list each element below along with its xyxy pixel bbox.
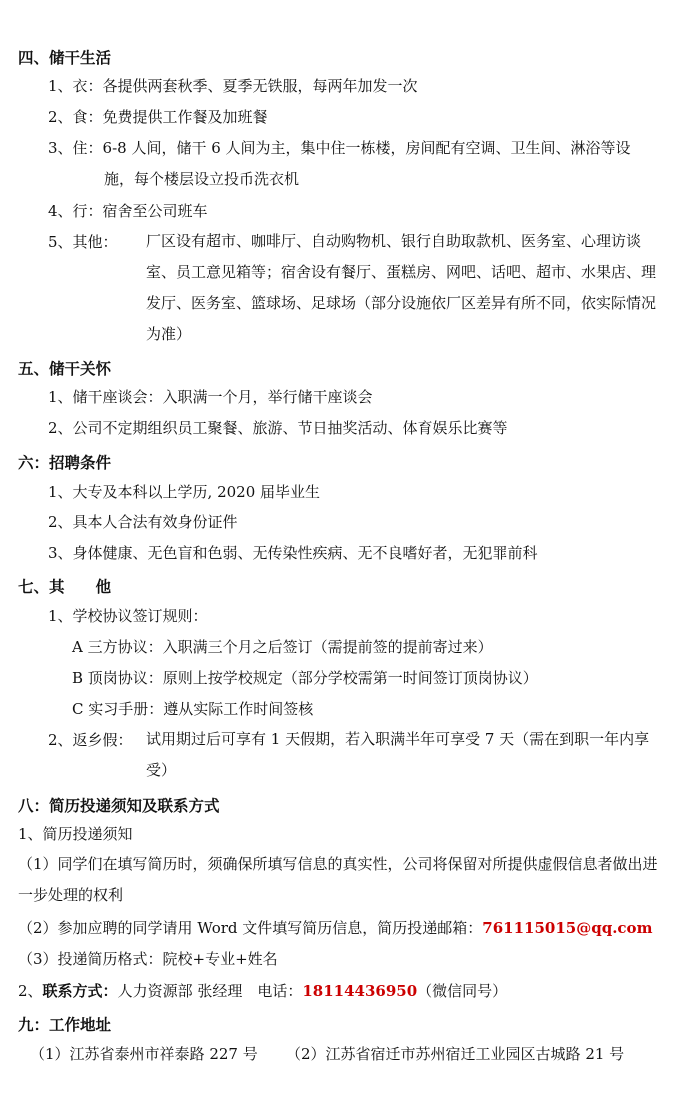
list-item: 2、公司不定期组织员工聚餐、旅游、节日抽奖活动、体育娱乐比赛等: [48, 419, 508, 437]
address-item: （1）江苏省泰州市祥泰路 227 号: [30, 1045, 258, 1063]
list-item-text: 试用期过后可享有 1 天假期，若入职满半年可享受 7 天（需在到职一年内享受）: [146, 730, 650, 779]
phone-note: （微信同号）: [417, 982, 508, 1000]
paragraph: [18, 918, 652, 938]
section-title-address: 九：工作地址: [18, 1016, 112, 1034]
list-item-text: 厂区设有超市、咖啡厅、自动购物机、银行自助取款机、医务室、心理访谈室、员工意见箱等；宿舍设有餐厅、蛋糕房、网吧、话吧、超市、水果店、理发厅、医务室、篮球场、足球场（部分设施依厂区差异有所不同，依实际情况为准）: [146, 232, 657, 343]
section-title-care: 五、储干关怀: [18, 360, 112, 378]
email-link[interactable]: 761115015@qq.com: [482, 919, 653, 937]
list-item: 2、食：免费提供工作餐及加班餐: [48, 108, 268, 126]
list-item: 3、身体健康、无色盲和色弱、无传染性疾病、无不良嗜好者，无犯罪前科: [48, 544, 538, 562]
contact-line: [18, 981, 507, 1001]
list-item: 4、行：宿舍至公司班车: [48, 202, 208, 220]
list-item: 2、具本人合法有效身份证件: [48, 513, 238, 531]
list-item-label: 5、其他：: [48, 233, 118, 251]
list-item: 1、学校协议签订规则：: [48, 607, 208, 625]
email-instruction: （2）参加应聘的同学请用 Word 文件填写简历信息，简历投递邮箱：: [18, 919, 483, 937]
sub-item: B 顶岗协议：原则上按学校规定（部分学校需第一时间签订顶岗协议）: [72, 669, 538, 687]
list-item-label: 2、返乡假：: [48, 731, 133, 749]
sub-item: A 三方协议：入职满三个月之后签订（需提前签的提前寄过来）: [72, 638, 493, 656]
list-item: 3、住：6-8 人间，储干 6 人间为主，集中住一栋楼，房间配有空调、卫生间、淋浴等设: [48, 139, 631, 157]
list-item: 1、储干座谈会：入职满一个月，举行储干座谈会: [48, 388, 373, 406]
paragraph: （3）投递简历格式：院校+专业+姓名: [18, 950, 278, 968]
list-item: 1、衣：各提供两套秋季、夏季无铁服，每两年加发一次: [48, 77, 418, 95]
contact-prefix: 2、: [18, 982, 43, 1000]
section-title-resume: 八：简历投递须知及联系方式: [18, 797, 220, 815]
list-item-continuation: 施，每个楼层设立投币洗衣机: [104, 170, 300, 188]
section-title-requirements: 六：招聘条件: [18, 454, 112, 472]
contact-text: 人力资源部 张经理 电话：: [117, 982, 303, 1000]
sub-item: C 实习手册：遵从实际工作时间签核: [72, 700, 314, 718]
paragraph: （1）同学们在填写简历时，须确保所填写信息的真实性，公司将保留对所提供虚假信息者做出进一步处理的权利: [18, 855, 658, 904]
contact-label: 联系方式：: [42, 982, 118, 1000]
address-item: （2）江苏省宿迁市苏州宿迁工业园区古城路 21 号: [286, 1045, 625, 1063]
phone-number[interactable]: 18114436950: [302, 982, 418, 1000]
list-item: 1、大专及本科以上学历, 2020 届毕业生: [48, 483, 321, 501]
subheading: 1、简历投递须知: [18, 825, 133, 843]
section-title-life: 四、储干生活: [18, 49, 112, 67]
section-title-other: 七、其 他: [18, 578, 112, 596]
